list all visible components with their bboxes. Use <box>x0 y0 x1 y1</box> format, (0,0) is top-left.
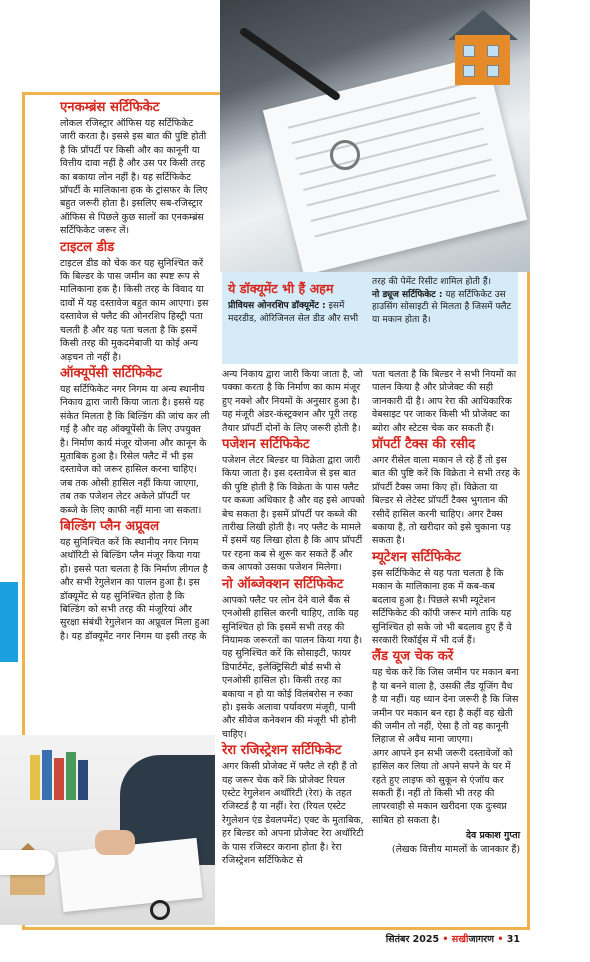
body-rera: अगर किसी प्रोजेक्ट में फ्लैट ले रही हैं तो यह जरूर चेक करें कि प्रोजेक्ट रियल एस्टेट रेगुलेशन अथॉरिटी (रेरा) के तहत रजिस्टर्ड है या नहीं। रेरा (रियल एस्टेट रेगुलेशन एंड डेवलपमेंट) एक्ट के मुताबिक, हर बिल्डर को अपना प्रोजेक्ट रेरा अथॉरिटी के पास रजिस्टर कराना होता है। रेरा रजिस्ट्रेशन सर्टिफिकेट से <box>222 761 364 866</box>
left-column <box>60 98 210 643</box>
box-left-label: प्रीवियस ओनरशिप डॉक्यूमेंट : <box>228 301 326 311</box>
document-handover-photo <box>0 735 215 925</box>
author-name: देव प्रकाश गुप्ता <box>466 830 520 842</box>
bookshelf <box>30 740 110 800</box>
body-building-plan: यह सुनिश्चित करें कि स्थानीय नगर निगम अथॉरिटी से बिल्डिंग प्लैन मंजूर किया गया हो। इससे पता चलता है कि निर्माण लीगल है और सभी रेगुलेशन का पालन हुआ है। इस डॉक्यूमेंट से यह सुनिश्चित होता है कि बिल्डिंग को सभी तरह की मंजूरियां और सुरक्षा संबंधी रेगुलेशन का अप्रूवल मिला हुआ है। यह डॉक्यूमेंट नगर निगम या इसी तरह के <box>60 536 210 642</box>
author-note: (लेखक वित्तीय मामलों के जानकार हैं) <box>391 843 520 855</box>
document-signing-photo <box>220 0 530 272</box>
body-mid-intro: अन्य निकाय द्वारा जारी किया जाता है, जो पक्का करता है कि निर्माण का काम मंजूर हुए नक्शे और नियमों के अनुसार हुआ है। यह मंजूरी अंडर-कंस्ट्रक्शन और पूरी तरह तैयार प्रॉपर्टी दोनों के लिए जरूरी होती है। <box>222 369 363 434</box>
box-right-body-2: यह सर्टिफिकेट उस हाउसिंग सोसाइटी से मिलता है जिसमें फ्लैट या मकान होता है। <box>372 289 511 325</box>
page-number: 31 <box>506 934 520 945</box>
box-left-text <box>228 300 368 325</box>
footer-separator: • <box>442 934 449 945</box>
body-encumbrance: लोकल रजिस्ट्रार ऑफिस यह सर्टिफिकेट जारी करता है। इससे इस बात की पुष्टि होती है कि प्रॉपर्टी पर किसी और का कानूनी या वित्तीय दावा नहीं है और उस पर किसी तरह का बकाया लोन नहीं है। यह सर्टिफिकेट प्रॉपर्टी के मालिकाना हक के ट्रांसफर के लिए बहुत जरूरी होता है। इसलिए सब-रजिस्ट्रार ऑफिस से पिछले कुछ सालों का एनकम्ब्रंस सर्टिफिकेट जरूर लें। <box>60 118 208 237</box>
body-occupancy: यह सर्टिफिकेट नगर निगम या अन्य स्थानीय निकाय द्वारा जारी किया जाता है। इससे यह संकेत मिलता है कि बिल्डिंग की जांच कर ली गई है और वह ऑक्यूपेंसी के लिए उपयुक्त है। निर्माण कार्य मंजूर योजना और कानून के मुताबिक हुआ है। रिसेल फ्लैट में भी इस दस्तावेज को जरूर हासिल करना चाहिए। जब तक ओसी हासिल नहीं किया जाएगा, तब तक पजेशन लेटर अकेले प्रॉपर्टी पर कब्जे के लिए काफी नहीं माना जा सकता। <box>60 383 210 516</box>
right-column <box>372 368 520 856</box>
footer-publication: जागरण <box>468 934 495 945</box>
pen-icon <box>239 26 342 101</box>
box-right-label: नो ड्यूज सर्टिफिकेट : <box>372 289 443 300</box>
page-footer <box>386 932 520 945</box>
footer-separator: • <box>497 934 504 945</box>
body-mutation: इस सर्टिफिकेट से यह पता चलता है कि मकान के मालिकाना हक में कब-कब बदलाव हुआ है। पिछले सभी म्यूटेशन सर्टिफिकेट की कॉपी जरूर मांगे ताकि यह सुनिश्चित हो सके जो भी बदलाव हुए हैं वे सरकारी रिकॉर्ड्स में भी दर्ज हैं। <box>372 567 512 646</box>
heading-land-use: लैंड यूज चेक करें <box>372 649 454 665</box>
heading-noc: नो ऑब्जेक्शन सर्टिफिकेट <box>222 576 344 592</box>
sleeve <box>0 850 55 875</box>
contract-paper <box>263 55 527 272</box>
box-left-body: इसमें मदरडीड, ओरिजिनल सेल डीड और सभी <box>228 301 359 324</box>
house-model-icon <box>455 35 510 85</box>
middle-column <box>222 368 365 867</box>
body-land-use: यह चेक करें कि जिस जमीन पर मकान बना है या बनने वाला है, उसकी लैंड यूजिंग वैध है या नहीं। यह ध्यान देना जरूरी है कि जिस जमीन पर मकान बन रहा है कहीं वह खेती की जमीन तो नहीं, ऐसा है तो वह कानूनी लिहाज से अवैध माना जाएगा। <box>372 667 519 746</box>
magnifier-icon <box>150 900 170 920</box>
heading-possession: पजेशन सर्टिफिकेट <box>222 437 310 453</box>
footer-date: सितंबर 2025 <box>385 934 440 945</box>
keys-icon <box>330 140 360 170</box>
heading-mutation: म्यूटेशन सर्टिफिकेट <box>372 549 461 565</box>
box-right-text <box>372 276 514 326</box>
body-right-intro: पता चलता है कि बिल्डर ने सभी नियमों का पालन किया है और प्रोजेक्ट की सही जानकारी दी है। आप रेरा की आधिकारिक वेबसाइट पर जाकर किसी भी प्रोजेक्ट का ब्योरा और स्टेटस चेक कर सकती हैं। <box>372 369 517 434</box>
heading-encumbrance: एनकम्ब्रंस सर्टिफिकेट <box>60 100 160 115</box>
body-property-tax: अगर रीसेल वाला मकान ले रहे हैं तो इस बात की पुष्टि करें कि विक्रेता ने सभी तरह के प्रॉपर्टी टैक्स जमा किए हों। विक्रेता या बिल्डर से लेटेस्ट प्रॉपर्टी टैक्स भुगतान की रसीदें हासिल करनी चाहिए। अगर टैक्स बकाया है, तो खरीदार को इसे चुकाना पड़ सकता है। <box>372 455 520 547</box>
hand <box>95 830 135 855</box>
footer-brand: सखी <box>451 934 469 945</box>
box-right-body: तरह की पेमेंट रिसीट शामिल होती हैं। <box>372 277 492 287</box>
heading-building-plan: बिल्डिंग प्लैन अप्रूवल <box>60 518 160 534</box>
body-possession: पजेशन लेटर बिल्डर या विक्रेता द्वारा जारी किया जाता है। इस दस्तावेज से इस बात की पुष्टि होती है कि विक्रेता के पास फ्लैट पर कब्जा अधिकार है और वह इसे आपको बेच सकता है। इसमें प्रॉपर्टी पर कब्जे की तारीख लिखी होती है। नए फ्लैट के मामले में इसमें यह लिखा होता है कि आप प्रॉपर्टी पर रहना कब से शुरू कर सकते हैं और कब आपको उसका पजेशन मिलेगा। <box>222 455 365 574</box>
important-documents-box <box>222 272 518 364</box>
heading-rera: रेरा रजिस्ट्रेशन सर्टिफिकेट <box>222 743 342 759</box>
heading-property-tax: प्रॉपर्टी टैक्स की रसीद <box>372 437 476 453</box>
box-heading: ये डॉक्यूमेंट भी हैं अहम <box>228 281 334 296</box>
side-tab <box>0 582 18 662</box>
heading-occupancy: ऑक्यूपेंसी सर्टिफिकेट <box>60 365 162 381</box>
body-title-deed: टाइटल डीड को चेक कर यह सुनिश्चित करें कि बिल्डर के पास जमीन का स्पष्ट रूप से मालिकाना हक है। किसी तरह के विवाद या दावों में यह दस्तावेज बहुत काम आएगा। इस दस्तावेज से फ्लैट की ओनरशिप हिस्ट्री पता चलती है और यह पता चलता है कि इसमें किसी तरह की मुकदमेबाजी या कोई अन्य अड़चन तो नहीं है। <box>60 257 209 363</box>
body-conclusion: अगर आपने इन सभी जरूरी दस्तावेजों को हासिल कर लिया तो अपने सपने के घर में रहते हुए लाइफ को सुकून से एंजॉय कर सकती हैं। नहीं तो किसी भी तरह की लापरवाही से मकान खरीदना एक दुःस्वप्न साबित हो सकता है। <box>372 747 513 826</box>
body-noc: आपको फ्लैट पर लोन देने वाले बैंक से एनओसी हासिल करनी चाहिए, ताकि यह सुनिश्चित हो कि इसमें सभी तरह की नियामक जरूरतों का पालन किया गया है। यह सुनिश्चित करें कि सोसाइटी, फायर डिपार्टमेंट, इलेक्ट्रिसिटी बोर्ड सभी से एनओसी हासिल हो। किसी तरह का बकाया न हो या कोई विलंबरोस न रुका हो। इसके अलावा पर्यावरण मंजूरी, पानी और सीवेज कनेक्शन की मंजूरी भी होनी चाहिए। <box>222 594 363 740</box>
heading-title-deed: टाइटल डीड <box>60 239 115 255</box>
